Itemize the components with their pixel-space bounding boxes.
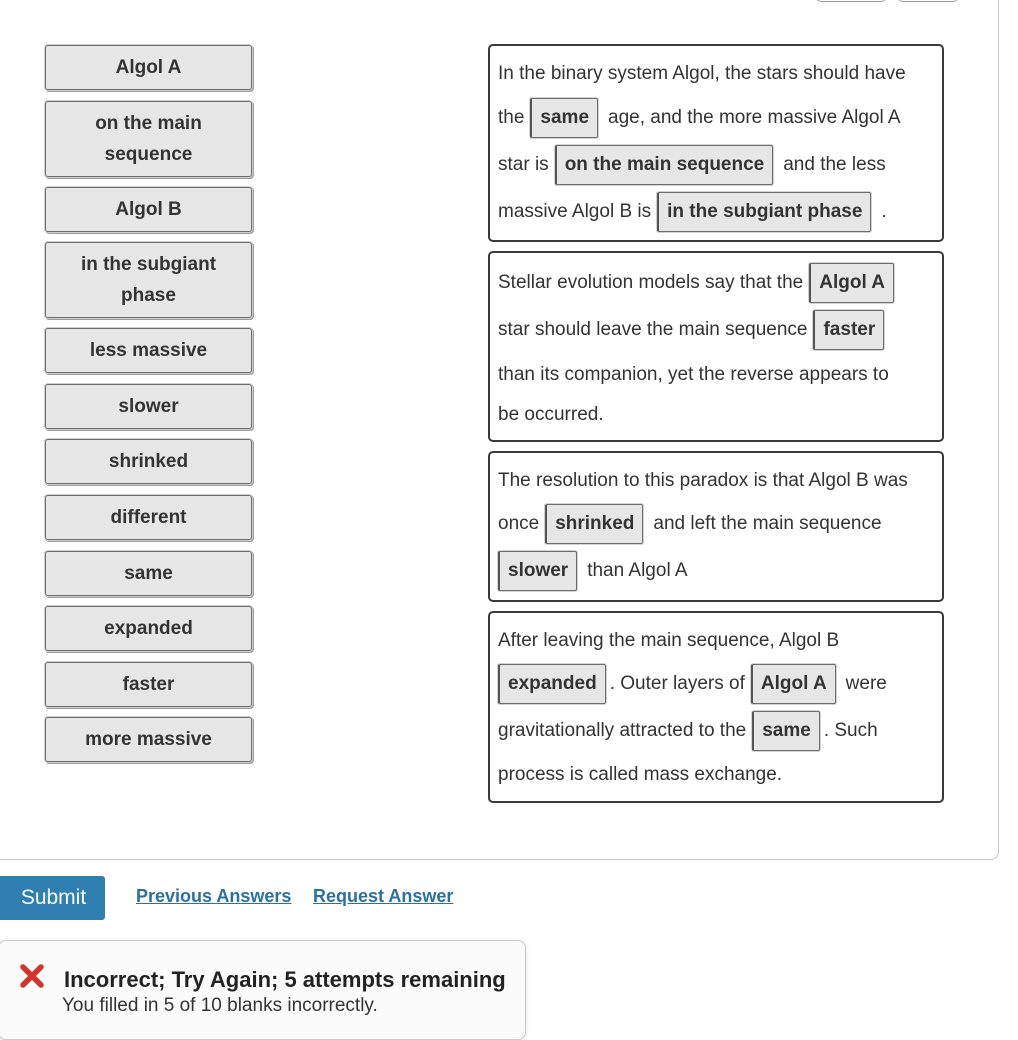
label-shrinked[interactable]: [45, 439, 252, 484]
sentence-text: than Algol A: [587, 560, 688, 581]
top-tab-left[interactable]: [816, 0, 886, 2]
label-text: on the main sequence: [95, 113, 202, 165]
sentence-group-1: [488, 44, 944, 242]
label-more-massive[interactable]: [45, 717, 252, 762]
x-mark-icon: [18, 962, 46, 990]
feedback-message: You filled in 5 of 10 blanks incorrectly.: [62, 995, 378, 1016]
label-text: expanded: [104, 618, 193, 639]
top-tab-right[interactable]: [898, 0, 958, 2]
blank-5-filled[interactable]: faster: [813, 310, 884, 350]
sentence-text: be occurred.: [498, 404, 604, 425]
label-text: slower: [118, 396, 179, 417]
label-text: Algol B: [115, 199, 182, 220]
sentence-line: [498, 664, 887, 704]
sentence-text: After leaving the main sequence, Algol B: [498, 630, 840, 651]
label-text: same: [124, 563, 173, 584]
label-text: Algol A: [115, 57, 182, 78]
blank-7-filled[interactable]: slower: [498, 551, 577, 591]
sentence-text: Stellar evolution models say that the: [498, 272, 804, 293]
sentence-text: . Such: [823, 720, 878, 741]
sentence-line: [498, 711, 878, 751]
blank-4-filled[interactable]: Algol A: [809, 263, 894, 303]
blank-10-filled[interactable]: same: [752, 711, 820, 751]
label-less-massive[interactable]: [45, 328, 252, 373]
sentence-group-3: [488, 451, 944, 602]
sentence-text: age, and the more massive Algol A: [608, 107, 901, 128]
sentence-group-4: [488, 611, 944, 803]
sentence-line: [498, 395, 604, 435]
blank-3-filled[interactable]: in the subgiant phase: [657, 192, 871, 232]
label-text: different: [110, 507, 187, 528]
sentence-line: [498, 504, 882, 544]
sentence-text: and left the main sequence: [653, 513, 882, 534]
sentence-line: [498, 54, 906, 94]
label-text: shrinked: [108, 451, 189, 472]
sentence-line: [498, 145, 886, 185]
sentence-text: once: [498, 513, 540, 534]
sentence-line: [498, 755, 782, 795]
blank-2-filled[interactable]: on the main sequence: [555, 145, 774, 185]
label-faster[interactable]: [45, 662, 252, 707]
sentence-line: [498, 621, 839, 661]
sentence-text: massive Algol B is: [498, 201, 652, 222]
sentence-text: . Outer layers of: [609, 673, 745, 694]
label-algol-a[interactable]: [45, 45, 252, 90]
sentence-text: were: [845, 673, 887, 694]
feedback-title: Incorrect; Try Again; 5 attempts remaining: [64, 967, 506, 992]
sentence-line: [498, 551, 688, 591]
sentence-line: [498, 310, 894, 350]
label-same[interactable]: [45, 551, 252, 596]
sentence-line: [498, 461, 908, 501]
sentence-text: than its companion, yet the reverse appears to: [498, 364, 889, 385]
blank-8-filled[interactable]: expanded: [498, 664, 606, 704]
label-text: more massive: [85, 729, 212, 750]
sentence-text: and the less: [783, 154, 886, 175]
label-text: less massive: [89, 340, 208, 361]
sentence-text: In the binary system Algol, the stars should have: [498, 63, 906, 84]
label-different[interactable]: [45, 495, 252, 540]
blank-9-filled[interactable]: Algol A: [751, 664, 836, 704]
sentence-text: star is: [498, 154, 549, 175]
request-answer-link[interactable]: Request Answer: [313, 886, 454, 906]
label-text: faster: [122, 674, 175, 695]
label-text: in the subgiant phase: [80, 254, 217, 306]
submit-button[interactable]: Submit: [0, 876, 105, 920]
sentence-text: .: [881, 201, 887, 222]
sentence-text: star should leave the main sequence: [498, 319, 808, 340]
label-expanded[interactable]: [45, 606, 252, 651]
blank-1-filled[interactable]: same: [530, 98, 598, 138]
label-on-the-main-sequence[interactable]: [45, 101, 252, 177]
sentence-text: the: [498, 107, 525, 128]
label-slower[interactable]: [45, 384, 252, 429]
label-algol-b[interactable]: [45, 187, 252, 232]
label-in-the-subgiant-phase[interactable]: [45, 242, 252, 318]
sentence-line: [498, 263, 904, 303]
sentence-text: gravitationally attracted to the: [498, 720, 747, 741]
sentence-text: The resolution to this paradox is that Algol B was: [498, 470, 908, 491]
previous-answers-link[interactable]: Previous Answers: [136, 886, 292, 906]
sentence-text: process is called mass exchange.: [498, 764, 783, 785]
sentence-line: [498, 98, 901, 138]
blank-6-filled[interactable]: shrinked: [545, 504, 643, 544]
sentence-group-2: [488, 251, 944, 442]
sentence-line: [498, 192, 887, 232]
sentence-line: [498, 355, 889, 395]
